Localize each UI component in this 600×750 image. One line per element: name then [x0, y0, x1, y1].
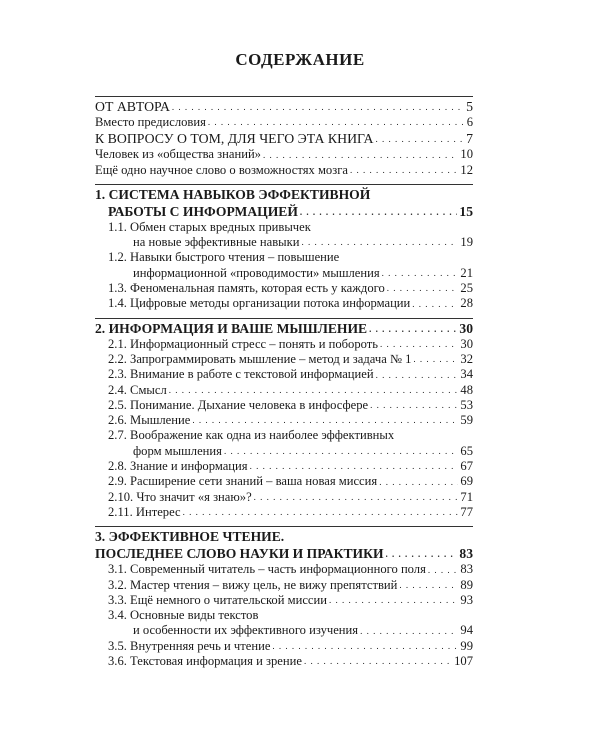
toc-entry[interactable] — [95, 413, 473, 428]
page-number: 99 — [460, 638, 473, 653]
entry-label: 2.1. Информационный стресс – понять и побороть — [108, 336, 379, 351]
entry-label: форм мышления — [133, 443, 222, 458]
entry-label: 2.10. Что значит «я знаю»? — [108, 489, 252, 504]
entry-label: 2.3. Внимание в работе с текстовой информацией — [108, 367, 374, 382]
leader-dots — [382, 269, 459, 278]
chapter-1-title[interactable]: 1. СИСТЕМА НАВЫКОВ ЭФФЕКТИВНОЙ — [95, 186, 371, 202]
entry-label: 1.1. Обмен старых вредных привычек — [108, 219, 311, 234]
entry-label: 2.9. Расширение сети знаний – ваша новая миссия — [108, 474, 378, 489]
entry-label: К ВОПРОСУ О ТОМ, ДЛЯ ЧЕГО ЭТА КНИГА — [95, 131, 374, 147]
toc-entry[interactable] — [95, 398, 473, 413]
toc-entry[interactable] — [95, 98, 473, 115]
leader-dots — [412, 300, 458, 309]
page-number: 12 — [460, 162, 473, 177]
toc-entry[interactable] — [95, 130, 473, 147]
leader-dots — [302, 238, 459, 247]
page-number: 107 — [454, 654, 473, 669]
toc-entry[interactable] — [95, 163, 473, 178]
page-number: 48 — [460, 382, 473, 397]
page-number: 67 — [460, 459, 473, 474]
page-number: 69 — [460, 474, 473, 489]
toc-entry-cont[interactable] — [95, 623, 473, 638]
leader-dots — [192, 416, 458, 425]
page-number: 32 — [460, 351, 473, 366]
leader-dots — [254, 493, 459, 502]
chapter-3-title-cont[interactable]: ПОСЛЕДНЕЕ СЛОВО НАУКИ И ПРАКТИКИ . . . 83 — [95, 545, 473, 562]
leader-dots — [250, 462, 459, 471]
entry-label: 2.2. Запрограммировать мышление – метод и задача № 1 — [108, 351, 412, 366]
entry-label: 3.2. Мастер чтения – вижу цель, не вижу препятствий — [108, 577, 398, 592]
leader-dots — [413, 355, 458, 364]
leader-dots — [399, 581, 458, 590]
chapter-3-section — [95, 527, 473, 669]
toc-entry[interactable] — [95, 459, 473, 474]
toc-entry[interactable] — [95, 147, 473, 162]
leader-dots — [375, 135, 464, 144]
leader-dots — [172, 103, 464, 112]
table-of-contents — [95, 96, 473, 669]
toc-entry-cont[interactable] — [95, 266, 473, 281]
entry-label: 1.2. Навыки быстрого чтения – повышение — [108, 250, 340, 265]
leader-dots — [304, 657, 452, 666]
toc-entry[interactable] — [95, 352, 473, 367]
entry-label: 3.5. Внутренняя речь и чтение — [108, 638, 271, 653]
toc-entry[interactable] — [95, 281, 473, 296]
toc-entry[interactable] — [95, 490, 473, 505]
page-number: 25 — [460, 281, 473, 296]
page-number: 28 — [460, 296, 473, 311]
leader-dots — [386, 550, 458, 559]
page-number: 53 — [460, 397, 473, 412]
toc-entry[interactable] — [95, 367, 473, 382]
leader-dots — [300, 208, 457, 217]
leader-dots — [379, 478, 458, 487]
leader-dots — [208, 118, 465, 127]
entry-label: 3.4. Основные виды текстов — [108, 608, 259, 623]
toc-entry[interactable] — [95, 250, 473, 265]
entry-label: 1.3. Феноменальная память, которая есть у каждого — [108, 281, 385, 296]
toc-entry[interactable] — [95, 474, 473, 489]
page-number: 77 — [460, 504, 473, 519]
leader-dots — [329, 596, 458, 605]
chapter-2-section — [95, 319, 473, 521]
entry-label: 1.4. Цифровые методы организации потока информации — [108, 296, 411, 311]
toc-entry[interactable] — [95, 639, 473, 654]
page-number: 83 — [460, 562, 473, 577]
toc-entry[interactable] — [95, 562, 473, 577]
entry-label: информационной «проводимости» мышления — [133, 265, 380, 280]
toc-entry[interactable] — [95, 608, 473, 623]
entry-label: ОТ АВТОРА — [95, 99, 170, 114]
page-number: 34 — [460, 367, 473, 382]
toc-entry[interactable] — [95, 115, 473, 130]
page-number: 93 — [460, 592, 473, 607]
entry-label: 2.8. Знание и информация — [108, 459, 248, 474]
toc-entry[interactable] — [95, 505, 473, 520]
entry-label: Человек из «общества знаний» — [95, 147, 261, 162]
leader-dots — [376, 371, 459, 380]
intro-section — [95, 97, 473, 178]
page-number: 89 — [460, 577, 473, 592]
page-number: 10 — [460, 147, 473, 162]
toc-entry[interactable] — [95, 593, 473, 608]
leader-dots — [360, 627, 458, 636]
page-number: 83 — [459, 546, 473, 562]
entry-label: 2.7. Воображение как одна из наиболее эффективных — [108, 428, 395, 443]
leader-dots — [387, 284, 459, 293]
page-number: 5 — [466, 99, 473, 114]
page-number: 30 — [460, 336, 473, 351]
entry-label: Ещё одно научное слово о возможностях мозга — [95, 162, 348, 177]
page-number: 71 — [460, 489, 473, 504]
entry-label: 2.5. Понимание. Дыхание человека в инфосфере — [108, 397, 369, 412]
leader-dots — [224, 447, 458, 456]
leader-dots — [370, 401, 458, 410]
leader-dots — [263, 151, 458, 160]
toc-entry-cont[interactable] — [95, 444, 473, 459]
entry-label: и особенности их эффективного изучения — [133, 623, 359, 638]
chapter-2-title[interactable]: 2. ИНФОРМАЦИЯ И ВАШЕ МЫШЛЕНИЕ . . . 30 — [95, 320, 473, 337]
chapter-3-title[interactable]: 3. ЭФФЕКТИВНОЕ ЧТЕНИЕ. — [95, 529, 285, 545]
page-number: 21 — [460, 265, 473, 280]
page-number: 7 — [466, 131, 473, 147]
leader-dots — [428, 566, 459, 575]
leader-dots — [183, 508, 459, 517]
toc-entry[interactable] — [95, 296, 473, 311]
entry-label: Вместо предисловия — [95, 115, 206, 129]
toc-entry-cont[interactable] — [95, 235, 473, 250]
page-number: 59 — [460, 413, 473, 428]
leader-dots — [369, 325, 457, 334]
leader-dots — [380, 340, 458, 349]
page-number: 19 — [460, 235, 473, 250]
entry-label: на новые эффективные навыки — [133, 235, 300, 250]
chapter-1-title-cont[interactable]: РАБОТЫ С ИНФОРМАЦИЕЙ . . . 15 — [95, 203, 473, 220]
entry-label: 3.1. Современный читатель – часть информационного поля — [108, 562, 426, 577]
entry-label: 3.3. Ещё немного о читательской миссии — [108, 592, 327, 607]
page-number: 30 — [459, 320, 473, 336]
page-number: 6 — [466, 115, 473, 129]
toc-entry[interactable] — [95, 220, 473, 235]
chapter-1-section — [95, 185, 473, 312]
leader-dots — [350, 166, 458, 175]
leader-dots — [169, 386, 459, 395]
toc-entry[interactable] — [95, 337, 473, 352]
entry-label: 2.6. Мышление — [108, 413, 191, 428]
entry-label: 2.4. Смысл — [108, 382, 167, 397]
leader-dots — [272, 642, 458, 651]
toc-entry[interactable] — [95, 578, 473, 593]
toc-entry[interactable] — [95, 383, 473, 398]
page-title: СОДЕРЖАНИЕ — [235, 50, 365, 69]
toc-entry[interactable] — [95, 654, 473, 669]
entry-label: 3.6. Текстовая информация и зрение — [108, 654, 302, 669]
page-number: 15 — [459, 203, 473, 219]
entry-label: 2.11. Интерес — [108, 504, 181, 519]
page-number: 65 — [460, 443, 473, 458]
page-number: 94 — [460, 623, 473, 638]
toc-entry[interactable] — [95, 428, 473, 443]
